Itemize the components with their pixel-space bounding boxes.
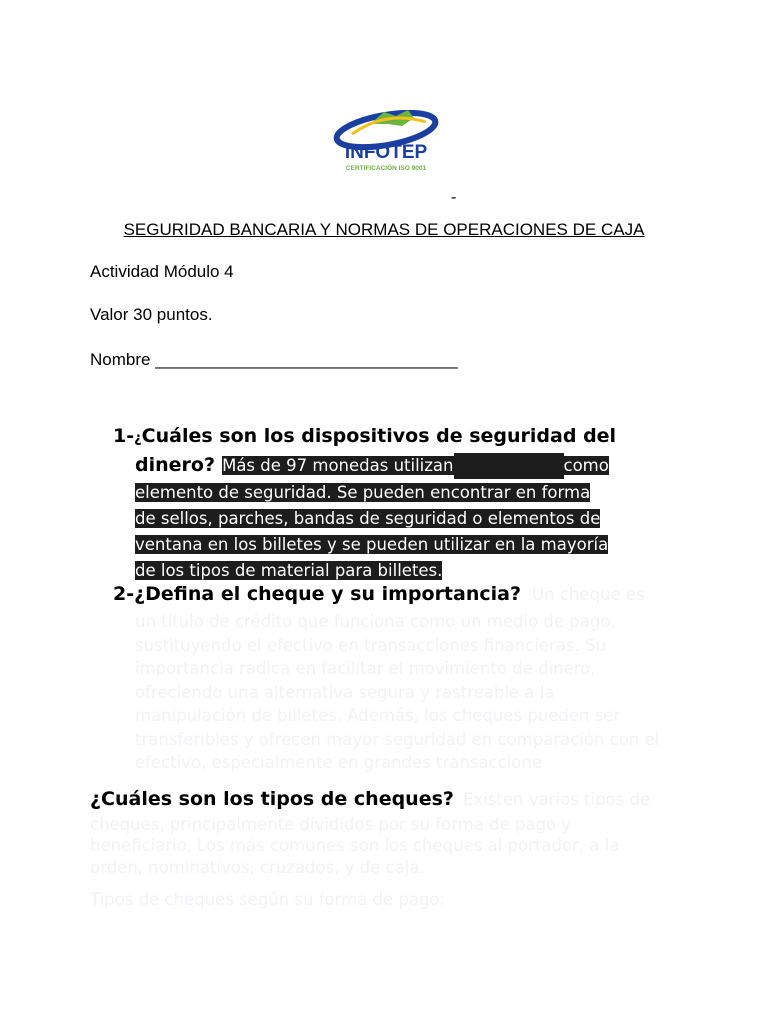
name-label: Nombre [90,350,151,369]
answer-2-line1: Un cheque es [532,585,645,604]
dash-mark: - [451,189,457,206]
answer-2-line5: ofreciendo una alternativa segura y rastreable a la [135,683,555,702]
answer-3-line3: beneficiario. Los más comunes son los cheques al portador, a la [90,836,620,855]
answer-3-line2: cheques, principalmente divididos por su forma de pago y [90,815,572,834]
answer-1-line1b: como [563,456,609,475]
answer-2-line2: un título de crédito que funciona como un medio de pago, [135,612,616,631]
question-1-number: 1- [113,425,135,447]
answer-2-line7: transferibles y ofrecen mayor seguridad en comparación con el [135,730,660,749]
question-2 [113,583,645,607]
answer-1-line4: ventana en los billetes y se pueden utilizar en la mayoría [135,535,609,554]
infotep-logo [322,100,450,182]
answer-1-line2: elemento de seguridad. Se pueden encontrar en forma [135,483,591,502]
question-2-text: ¿Defina el cheque y su importancia? [134,583,521,605]
question-1-line2 [135,453,609,479]
question-1 [113,425,616,447]
answer-2-line6: manipulación de billetes. Además, los cheques pueden ser [135,706,621,725]
question-1-text-end: dinero? [135,454,215,476]
answer-2-line8: efectivo, especialmente en grandes transaccione [135,753,542,772]
value-label: Valor 30 puntos. [90,305,213,324]
answer-2-line3: sustituyendo el efectivo en transacciones financieras. Su [135,636,606,655]
question-3 [90,788,650,811]
logo-subtitle: CERTIFICACIÓN ISO 9001 [345,165,427,172]
answer-1-line1a: Más de 97 monedas utilizan [222,456,454,475]
answer-1-line3: de sellos, parches, bandas de seguridad o elementos de [135,509,601,528]
question-1-text: Cuáles son los dispositivos de seguridad del [141,425,617,447]
question-3-text: ¿Cuáles son los tipos de cheques? [90,788,454,810]
answer-3-line4: orden, nominativos, cruzados, y de caja. [90,858,425,877]
answer-2-line4: importancia radica en facilitar el movimiento de dinero, [135,659,596,678]
name-blank: ________________________________ [155,350,458,369]
answer-3-line1: Existen varios tipos de [463,790,650,809]
answer-3-subheading: Tipos de cheques según su forma de pago: [90,890,446,909]
document-title: SEGURIDAD BANCARIA Y NORMAS DE OPERACIONES DE CAJA [123,220,645,239]
question-1-inverted-mark: ¿ [134,431,142,446]
name-field [90,350,458,370]
answer-1-line5: de los tipos de material para billetes. [135,561,443,580]
answer-1-gap [454,453,564,479]
activity-label: Actividad Módulo 4 [90,262,234,281]
logo-name: INFOTEP [344,142,428,163]
question-2-number: 2- [113,583,135,605]
